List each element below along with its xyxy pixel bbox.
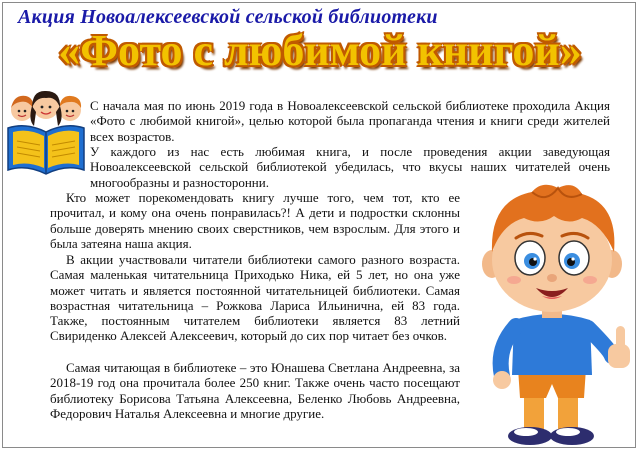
paragraph-intro: С начала мая по июнь 2019 года в Новоалексеевской сельской библиотеке проходила Акция «Фото с любимой книгой», целью которой была пропаганда чтения и книги среди жителей всех возрастов. (90, 98, 610, 144)
subtitle: Акция Новоалексеевской сельской библиотеки (18, 6, 438, 28)
page-title: «Фото с любимой книгой» (58, 26, 582, 75)
paragraph-participants: В акции участвовали читатели библиотеки самого разного возраста. Самая маленькая читательница Приходько Ника, ей 5 лет, но она уже может читать и является постоянной читательницей библиотеки. Самая возрастная читательница – Рожкова Лариса Ильинична, ей 83 года. Также, постоянным читателем библиотеки является 83 летний Свириденко Алексей Алексеевич, который до сих пор читает без очков. (50, 252, 460, 344)
paragraph-favorite-book: У каждого из нас есть любимая книга, и после проведения акции заведующая Новоалексеевской сельской библиотекой убедилась, что вкусы наших читателей очень многообразны и разносторонни. (90, 144, 610, 190)
paragraph-top-reader: Самая читающая в библиотеке – это Юнашева Светлана Андреевна, за 2018-19 год она прочитала более 250 книг. Также очень часто посещают библиотеку Борисова Татьяна Алексеевна, Беленко Любовь Андреевна, Федорович Наталья Алексеевна и многие другие. (50, 360, 460, 421)
kids-with-book-icon (4, 86, 88, 178)
thumbs-up-boy-icon (462, 180, 640, 450)
paragraph-recommend: Кто может порекомендовать книгу лучше того, чем тот, кто ее прочитал, и кому она очень понравилась?! А дети и подростки склонны больше доверять мнению своих сверстников, чем взрослым. Для этого и была затеяна наша акция. (50, 190, 460, 251)
